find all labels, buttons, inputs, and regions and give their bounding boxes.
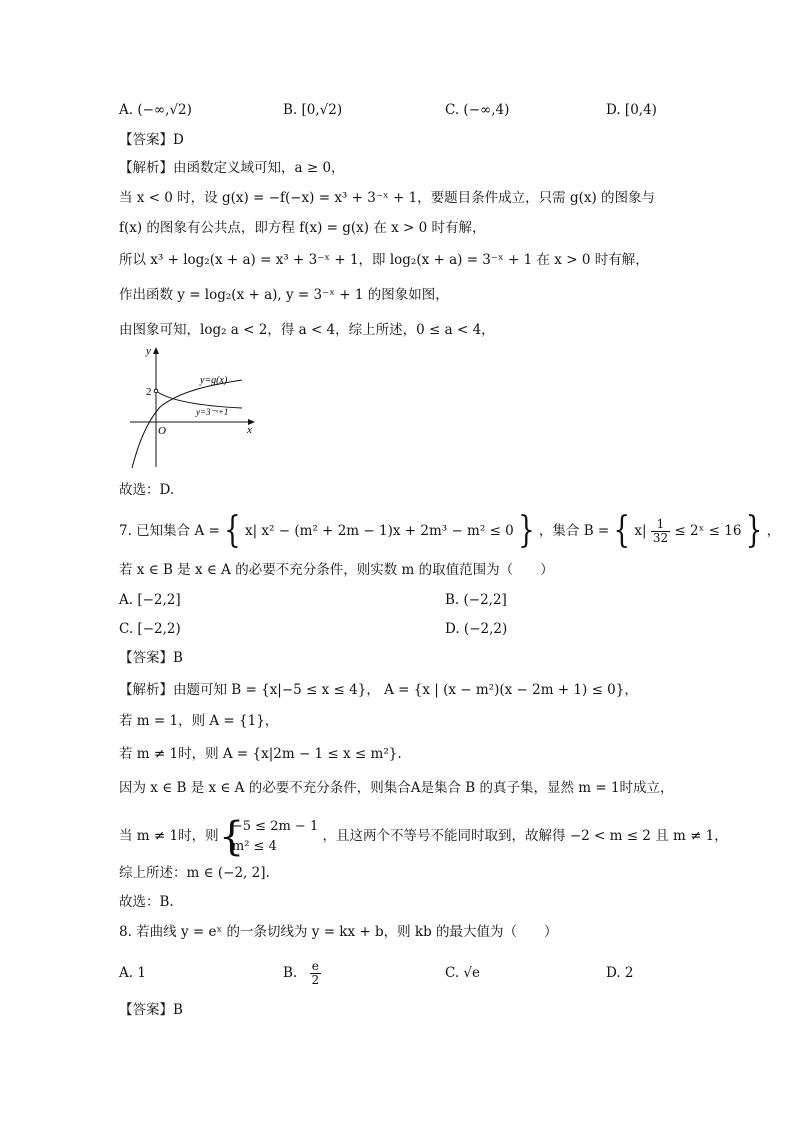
brace-open: {	[613, 510, 631, 552]
curve-label-exp: y=3⁻ˣ+1	[196, 407, 229, 417]
q7-set-b-condition: ≤ 2ˣ ≤ 16	[674, 523, 742, 539]
q7-set-a-definition: x| x² − (m² + 2m − 1)x + 2m³ − m² ≤ 0	[244, 523, 514, 539]
q7-stem-middle: ，集合 B =	[538, 523, 610, 539]
q7-option-b: B. (−2,2]	[445, 592, 507, 608]
q8-option-b-fraction	[310, 960, 322, 987]
q6-conclusion: 故选：D.	[119, 482, 175, 498]
q6-function-graph	[120, 345, 260, 470]
q6-solution-line-2: 当 x < 0 时，设 g(x) = −f(−x) = x³ + 3⁻ˣ + 1，要题目条件成立，只需 g(x) 的图象与	[119, 190, 656, 206]
q6-solution-line-6: 由图象可知，log₂ a < 2，得 a < 4，综上所述，0 ≤ a < 4，	[119, 322, 495, 338]
q7-solution-line-4: 因为 x ∈ B 是 x ∈ A 的必要不充分条件，则集合A是集合 B 的真子集，显然 m = 1时成立，	[119, 780, 674, 796]
q7-solution-line-2: 若 m = 1，则 A = {1}，	[119, 713, 279, 729]
q8-stem: 8. 若曲线 y = eˣ 的一条切线为 y = kx + b，则 kb 的最大值为（ ）	[119, 924, 558, 940]
y-intercept-label: 2	[146, 386, 152, 398]
q7-option-d: D. (−2,2)	[445, 621, 508, 637]
fraction-numerator: 1	[651, 518, 670, 532]
q7-stem-prefix: 7. 已知集合 A =	[119, 523, 220, 539]
q7-option-c: C. [−2,2)	[119, 621, 181, 637]
q7-case-prefix: 当 m ≠ 1时，则	[119, 828, 219, 844]
brace-open: {	[224, 510, 241, 552]
q7-solution-line-1: 【解析】由题可知 B = {x|−5 ≤ x ≤ 4}， A = {x | (x − m²)(x − 2m + 1) ≤ 0}，	[119, 682, 638, 698]
q8-option-c: C. √e	[445, 965, 481, 981]
q7-case-suffix: ，且这两个不等号不能同时取到，故解得 −2 < m ≤ 2 且 m ≠ 1，	[322, 828, 728, 844]
case-line-2: m² ≤ 4	[231, 838, 277, 854]
q6-solution-line-4: 所以 x³ + log₂(x + a) = x³ + 3⁻ˣ + 1，即 log₂(x + a) = 3⁻ˣ + 1 在 x > 0 时有解，	[119, 252, 649, 268]
q7-stem-line-1	[119, 510, 781, 552]
q7-stem-line-2: 若 x ∈ B 是 x ∈ A 的必要不充分条件，则实数 m 的取值范围为（ ）	[119, 562, 554, 578]
q7-stem-end: ，	[766, 523, 781, 539]
q8-option-a: A. 1	[119, 965, 146, 981]
q6-solution-line-3: f(x) 的图象有公共点，即方程 f(x) = g(x) 在 x > 0 时有解，	[119, 220, 486, 236]
q6-option-b: B. [0,√2)	[283, 102, 343, 118]
q7-fraction	[651, 518, 670, 545]
q8-answer: 【答案】B	[119, 1002, 183, 1018]
q6-solution-line-1: 【解析】由函数定义域可知，a ≥ 0，	[119, 160, 345, 176]
q7-answer: 【答案】B	[119, 650, 183, 666]
q6-option-c: C. (−∞,4)	[445, 102, 510, 118]
q7-case-system	[223, 817, 318, 857]
q6-solution-line-5: 作出函数 y = log₂(x + a), y = 3⁻ˣ + 1 的图象如图，	[119, 287, 449, 303]
fraction-numerator: e	[310, 960, 322, 974]
curve-label-g: y=g(x)	[200, 375, 228, 386]
option-b-label: B.	[283, 965, 298, 981]
q6-option-d: D. [0,4)	[606, 102, 657, 118]
origin-label: O	[158, 425, 166, 437]
q7-set-b-prefix: x|	[634, 523, 647, 539]
q7-solution-line-3: 若 m ≠ 1时，则 A = {x|2m − 1 ≤ x ≤ m²}.	[119, 746, 402, 762]
q8-option-b	[283, 955, 321, 991]
y-axis-label: y	[146, 345, 151, 357]
q7-option-a: A. [−2,2]	[119, 592, 181, 608]
q6-option-a: A. (−∞,√2)	[119, 102, 192, 118]
q7-solution-line-6: 综上所述：m ∈ (−2, 2].	[119, 865, 270, 881]
brace-close: }	[518, 510, 535, 552]
x-axis-label: x	[247, 424, 252, 436]
fraction-denominator: 32	[652, 531, 669, 545]
q6-answer: 【答案】D	[119, 132, 184, 148]
case-line-1: { −5 ≤ 2m − 1	[231, 818, 319, 834]
brace-close: }	[745, 510, 763, 552]
q8-option-d: D. 2	[606, 965, 634, 981]
q7-solution-line-5	[119, 812, 728, 860]
q7-conclusion: 故选：B.	[119, 894, 174, 910]
fraction-denominator: 2	[311, 973, 320, 987]
